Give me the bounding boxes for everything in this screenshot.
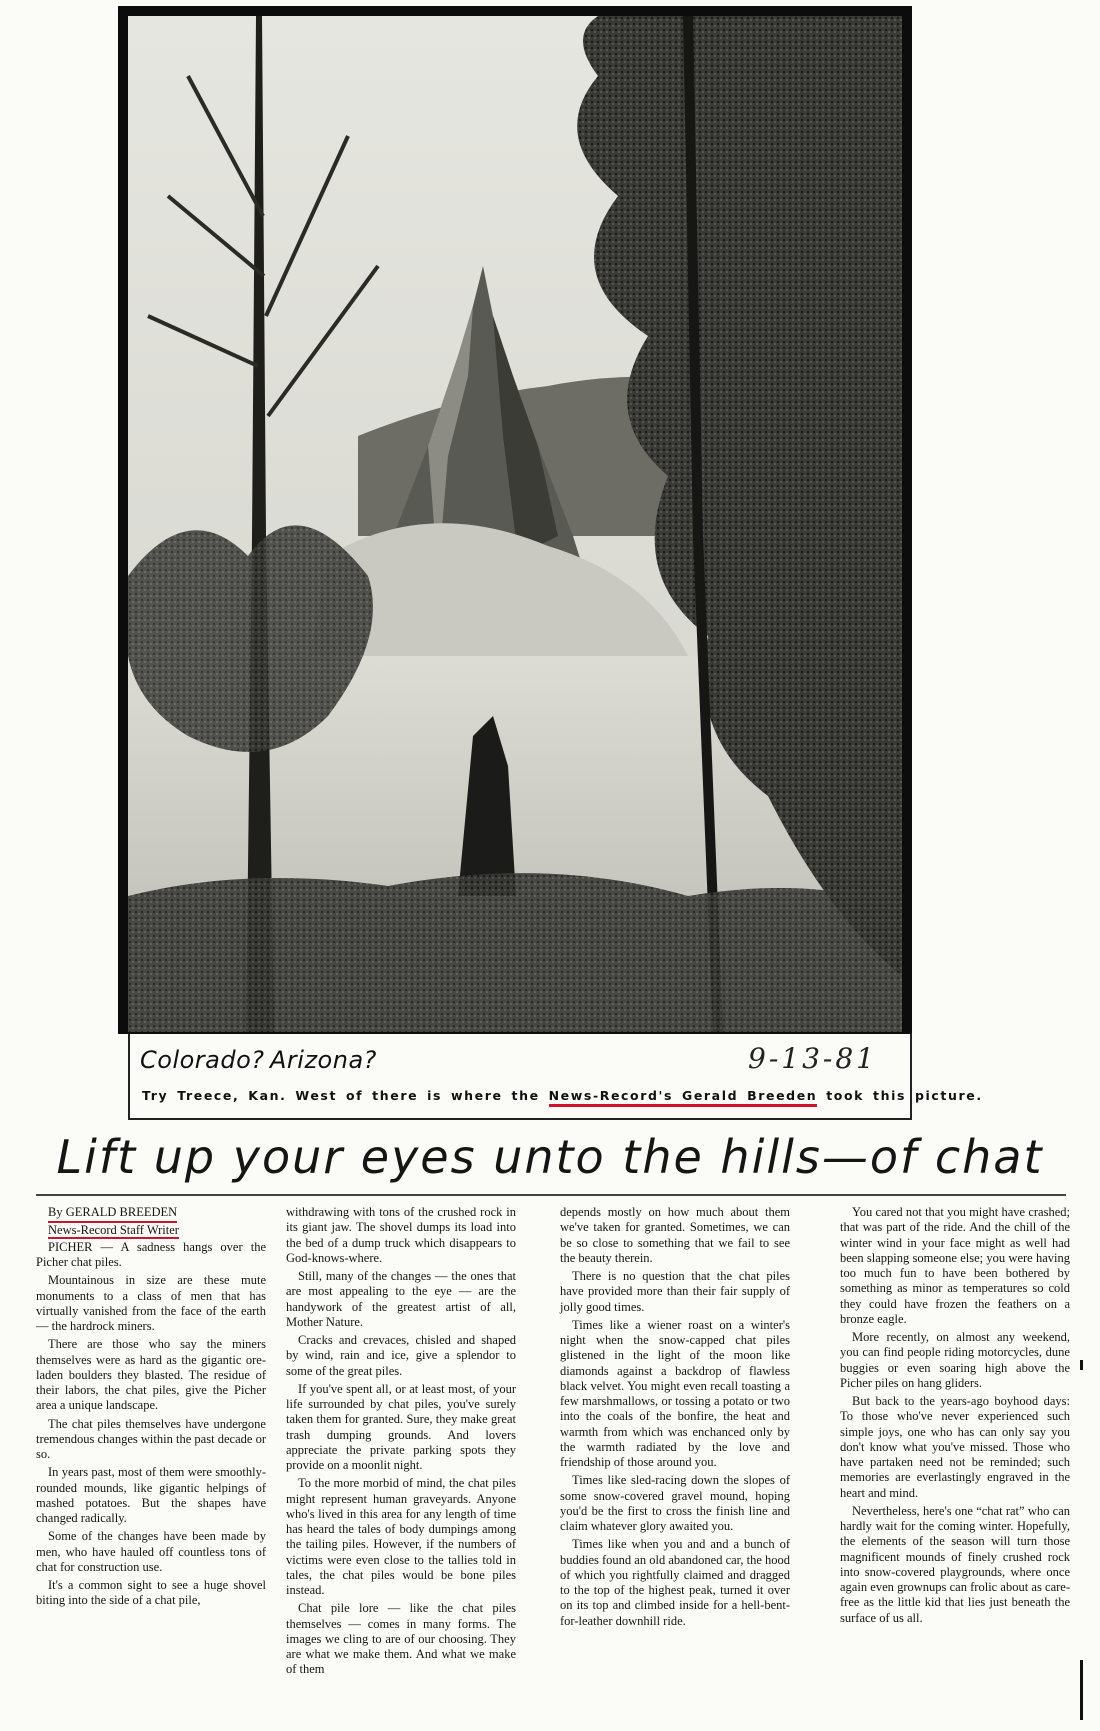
pen-mark (1080, 1360, 1083, 1370)
paragraph: Times like sled-racing down the slopes of some snow-covered gravel mound, hoping you'd be the first to cross the finish line and claim whatever glory awaited you. (560, 1473, 790, 1533)
paragraph: withdrawing with tons of the crushed rock in its giant jaw. The shovel dumps its load into the bed of a dump truck which disappears to God-knows-where. (286, 1205, 516, 1265)
headline: Lift up your eyes unto the hills—of chat (56, 1130, 1044, 1184)
paragraph: It's a common sight to see a huge shovel biting into the side of a chat pile, (36, 1578, 266, 1608)
caption-question-1: Colorado? (140, 1046, 265, 1074)
handwritten-date: 9-13-81 (748, 1042, 877, 1075)
paragraph: You cared not that you might have crashed; that was part of the ride. And the chill of the winter wind in your face might as well had been slapping someone else; you were having too much fun to have been bothered by something as minor as temperatures so cold they could have frozen the feathers on a bronze eagle. (840, 1205, 1070, 1326)
paragraph: Still, many of the changes — the ones that are most appealing to the eye — are the handywork of the greatest artist of all, Mother Nature. (286, 1269, 516, 1329)
paragraph: Cracks and crevaces, chisled and shaped by wind, rain and ice, give a splendor to some of the great piles. (286, 1333, 516, 1378)
paragraph: Some of the changes have been made by men, who have hauled off countless tons of chat for construction use. (36, 1529, 266, 1574)
byline-title: News-Record Staff Writer (48, 1222, 179, 1237)
paragraph: Times like when you and and a bunch of buddies found an old abandoned car, the hood of which you rightfully claimed and dragged to the top of the highest peak, turned it over on its top and climbed inside for a hell-bent-for-leather downhill ride. (560, 1537, 790, 1628)
photo-of-chat-pile-peak-icon (128, 16, 902, 1032)
article-column-1 (36, 1205, 266, 1612)
landscape-photo (128, 16, 902, 1032)
paragraph: The chat piles themselves have undergone tremendous changes within the past decade or so. (36, 1416, 266, 1462)
paragraph: Times like a wiener roast on a winter's night when the snow-capped chat piles glistened in the light of the moon like diamonds against a backdrop of flawless black velvet. You might even recall toasting a few marshmallows, or tossing a potato or two into the coals of the bonfire, the heat and warmth from which was enchanced only by the warmth radiated by the love and friendship of those around you. (560, 1317, 790, 1469)
paragraph: But back to the years-ago boyhood days: To those who've never experienced such simple joys, one who has can only say you don't know what you've missed. Those who have partaken need not be reminded; such memories are everlastingly engraved in the heart and mind. (840, 1394, 1070, 1500)
article-column-3 (560, 1205, 790, 1632)
paragraph: There are those who say the miners themselves were as hard as the gigantic ore-laden boulders they blasted. The residue of their labors, the chat piles, give the Picher area a unique landscape. (36, 1337, 266, 1413)
paragraph: In years past, most of them were smoothly-rounded mounds, like gigantic helpings of mashed potatoes. But the shapes have changed radically. (36, 1465, 266, 1526)
paragraph: Mountainous in size are these mute monuments to a class of men that has virtually vanished from the face of the earth — the hardrock miners. (36, 1273, 266, 1334)
paragraph: depends mostly on how much about them we've taken for granted. Sometimes, we can be so close to something that we fail to see the beauty therein. (560, 1205, 790, 1265)
caption-text (142, 1088, 983, 1103)
photo-frame (118, 6, 912, 1034)
caption-text-after: took this picture. (826, 1088, 983, 1103)
paragraph: There is no question that the chat piles have provided more than their fair supply of jolly good times. (560, 1269, 790, 1314)
paragraph: More recently, on almost any weekend, you can find people riding motorcycles, dune buggies or even soaring high above the Picher piles on hang gliders. (840, 1330, 1070, 1390)
caption-question-2: Arizona? (270, 1046, 377, 1074)
article-column-2 (286, 1205, 516, 1681)
paragraph: Chat pile lore — like the chat piles themselves — comes in many forms. The images we cling to are of our choosing. They are what we make them. And what we make of them (286, 1601, 516, 1677)
paragraph: Nevertheless, here's one “chat rat” who can hardly wait for the coming winter. Hopefully, the elements of the season will turn those magnificent mounds of finely crushed rock into snow-covered playgrounds, where once again even grownups can frolic about as care-free as the little kid that lies just beneath the surface of us all. (840, 1503, 1070, 1625)
caption-text-before: Try Treece, Kan. West of there is where the (142, 1088, 540, 1103)
pen-mark (1080, 1660, 1083, 1720)
headline-rule (36, 1194, 1066, 1196)
caption-photo-credit: News-Record's Gerald Breeden (549, 1088, 818, 1107)
photo-caption (128, 1034, 983, 1120)
byline-author: By GERALD BREEDEN (48, 1205, 266, 1223)
article-column-4 (840, 1205, 1070, 1629)
paragraph: PICHER — A sadness hangs over the Picher chat piles. (36, 1239, 266, 1270)
paragraph: If you've spent all, or at least most, of your life surrounded by chat piles, you've surely taken them for granted. Sure, they make great trash dumping grounds. And lovers appreciate the private parking spots they provide on a moonlit night. (286, 1381, 516, 1472)
foreground-grass (128, 873, 902, 1032)
paragraph: To the more morbid of mind, the chat piles might represent human graveyards. Anyone who's lived in this area for any length of time has heard the tales of body dumpings among the tailing piles. However, if the numbers of victims were even close to the tallies told in tales, the chat piles would be bone piles instead. (286, 1476, 516, 1597)
